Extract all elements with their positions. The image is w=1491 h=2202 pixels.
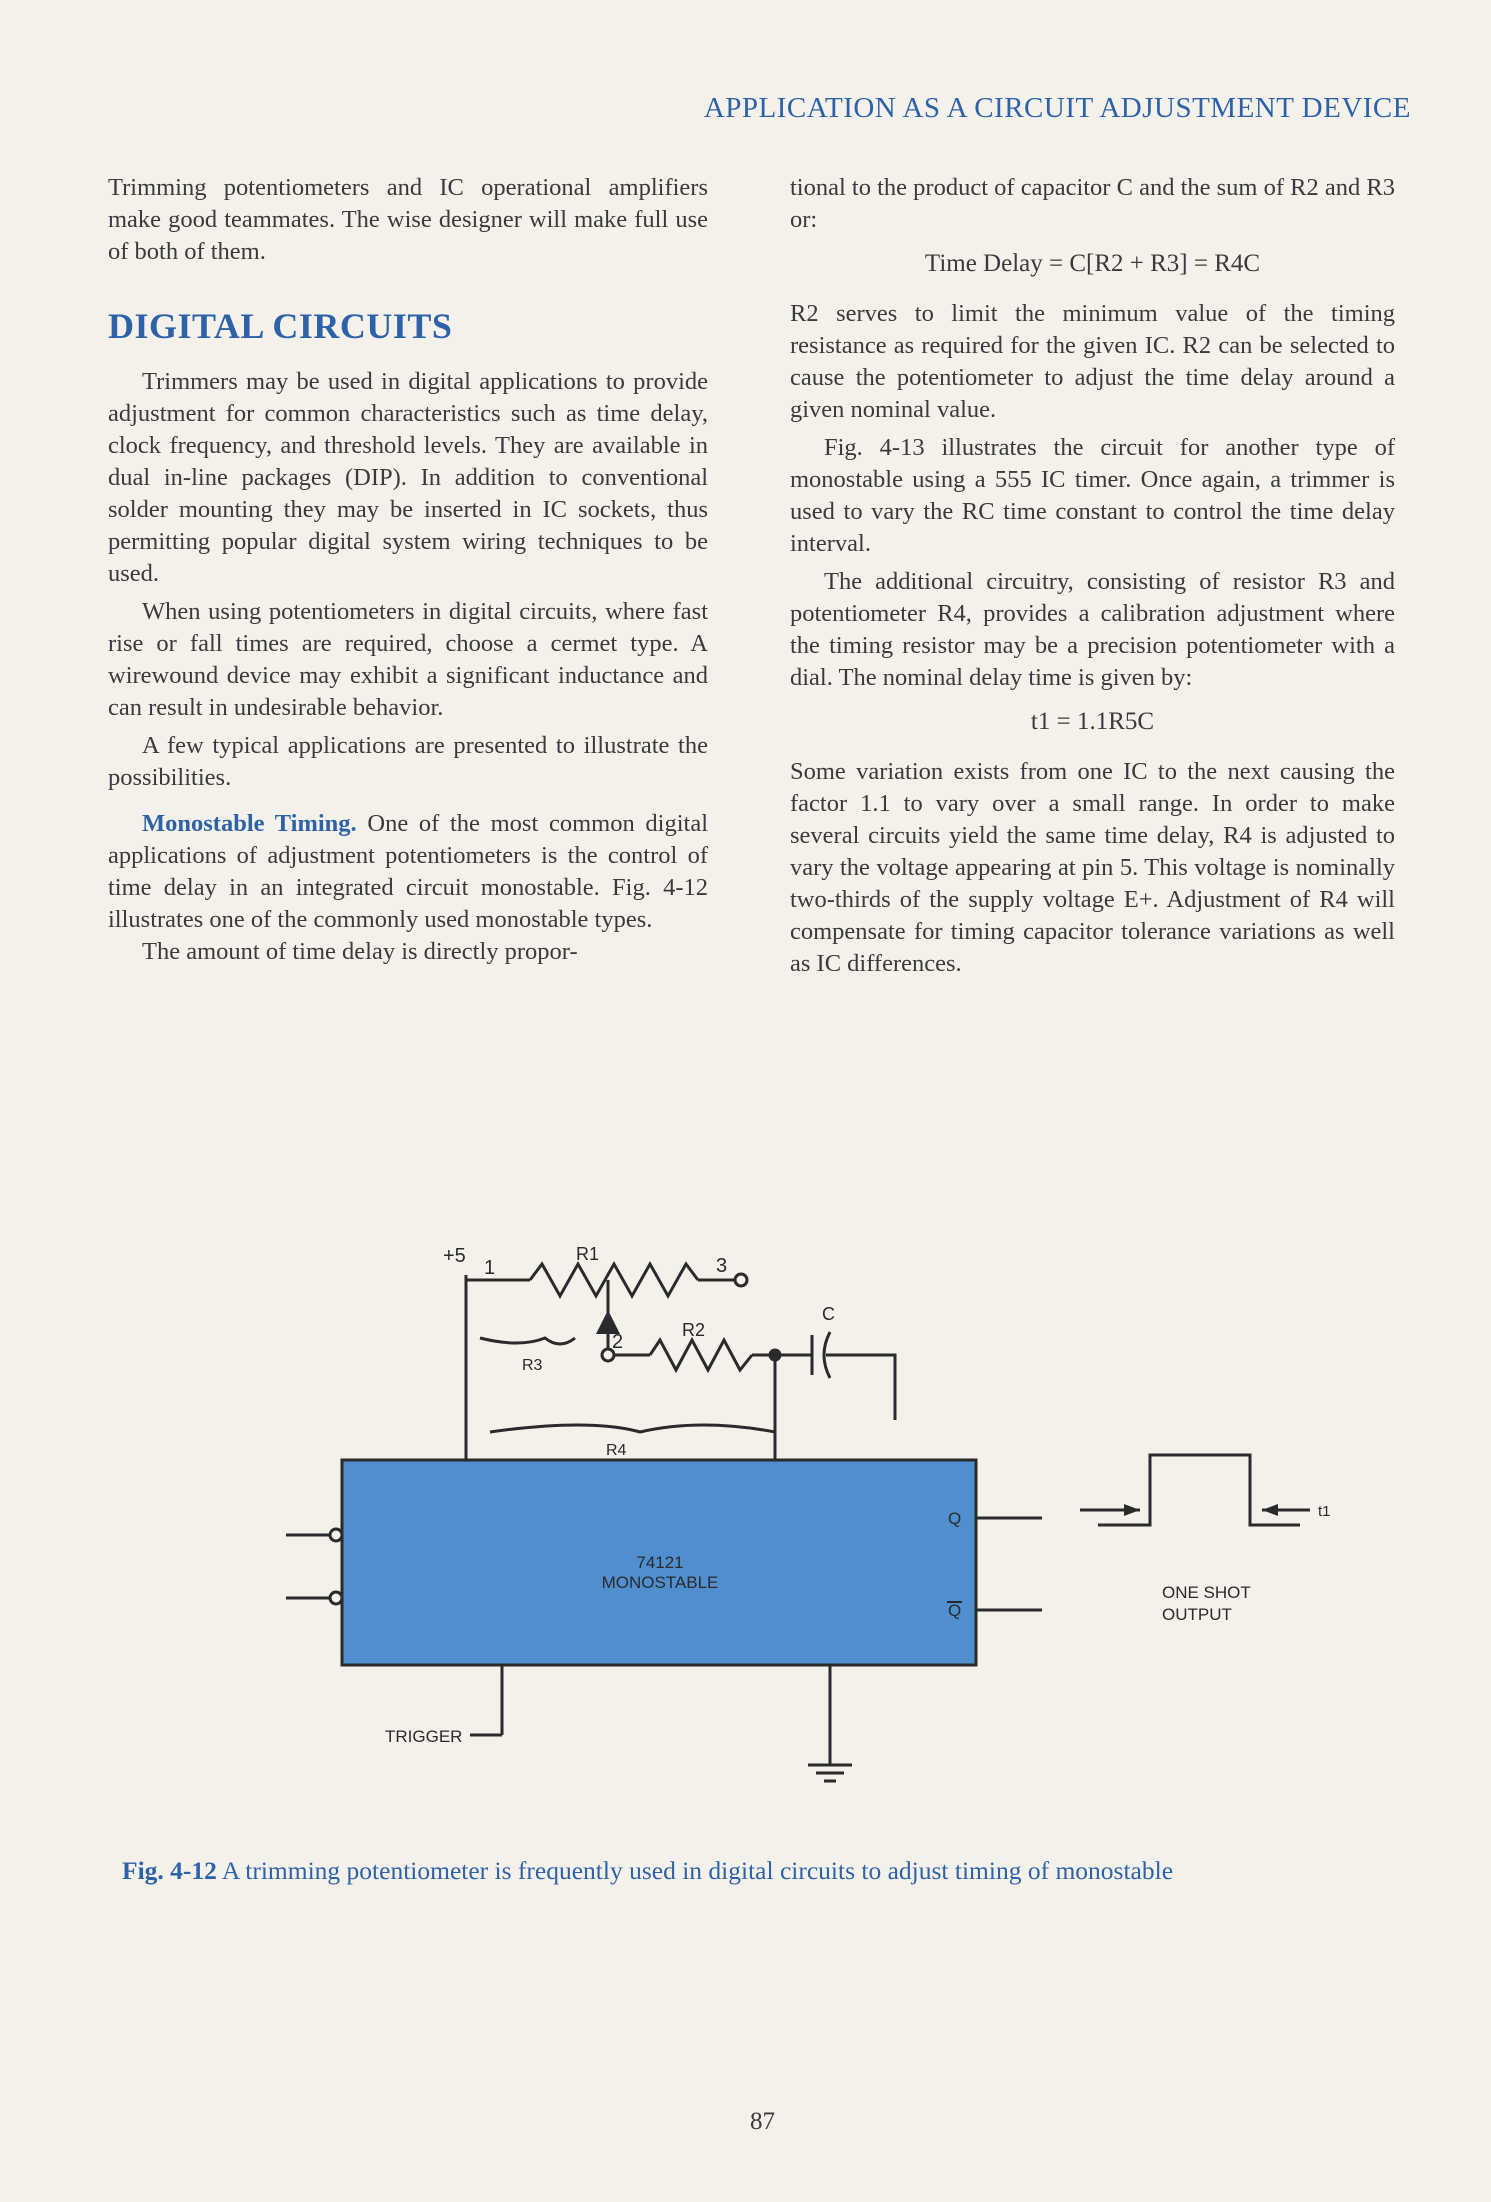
chip-label-name: MONOSTABLE — [601, 1573, 719, 1592]
caption-label: Fig. 4-12 — [122, 1856, 217, 1885]
trigger-label: TRIGGER — [385, 1727, 463, 1746]
r3-label: R3 — [522, 1357, 543, 1374]
paragraph: The additional circuitry, consisting of resistor R3 and potentiometer R4, provides a calibration adjustment where the timing resistor may be a precision potentiometer with a dial. The nominal delay time is given by: — [790, 568, 1395, 691]
paragraph: A few typical applications are presented to illustrate the possibilities. — [108, 732, 708, 791]
paragraph — [108, 808, 708, 936]
circuit-diagram — [0, 1220, 1491, 1840]
section-heading: DIGITAL CIRCUITS — [108, 306, 453, 346]
paragraph: Some variation exists from one IC to the next causing the factor 1.1 to vary over a small range. In order to make several circuits yield the same time delay, R4 is adjusted to vary the voltage appearing at pin 5. This voltage is nominally two-thirds of the supply voltage E+. Adjustment of R4 will compensate for timing capacitor tolerance variations as well as IC differences. — [790, 758, 1395, 977]
output-label-line1: ONE SHOT — [1162, 1583, 1251, 1602]
paragraph-text: One of the most common digital applications of adjustment potentiometers is the control of time delay in an integrated circuit monostable. Fig. 4-12 illustrates one of the commonly used monostable types. — [108, 810, 708, 933]
r1-label: R1 — [576, 1244, 600, 1264]
paragraph: When using potentiometers in digital circuits, where fast rise or fall times are required, choose a cermet type. A wirewound device may exhibit a significant inductance and can result in undesirable behavior. — [108, 598, 708, 721]
left-column — [108, 172, 708, 968]
q-output-label: Q — [948, 1509, 962, 1528]
pin3-label: 3 — [716, 1255, 728, 1277]
paragraph: Trimmers may be used in digital applications to provide adjustment for common characteristics such as time delay, clock frequency, and threshold levels. They are available in dual in-line packages (DIP). In addition to conventional solder mounting they may be inserted in IC sockets, thus permitting popular digital system wiring techniques to be used. — [108, 368, 708, 587]
t1-label: t1 — [1318, 1503, 1331, 1520]
pin2-label: 2 — [612, 1331, 624, 1353]
right-column — [790, 172, 1395, 980]
equation: t1 = 1.1R5C — [1030, 708, 1155, 735]
supply-label: +5 — [443, 1245, 466, 1267]
paragraph: The amount of time delay is directly propor- — [142, 938, 578, 965]
paragraph: R2 serves to limit the minimum value of the timing resistance as required for the given IC. R2 can be selected to cause the potentiometer to adjust the time delay around a given nominal value. — [790, 300, 1395, 423]
page-number: 87 — [750, 2108, 775, 2135]
capacitor-label: C — [822, 1304, 835, 1324]
running-header: APPLICATION AS A CIRCUIT ADJUSTMENT DEVICE — [703, 92, 1411, 124]
r2-label: R2 — [682, 1320, 706, 1340]
equation: Time Delay = C[R2 + R3] = R4C — [924, 250, 1261, 277]
q-bar-output-label: Q — [948, 1601, 962, 1620]
chip-label-part: 74121 — [636, 1553, 684, 1572]
figure-caption — [122, 1856, 1402, 1886]
output-label-line2: OUTPUT — [1162, 1605, 1232, 1624]
caption-text: A trimming potentiometer is frequently used in digital circuits to adjust timing of monostable — [216, 1856, 1174, 1885]
r4-label: R4 — [606, 1442, 627, 1459]
paragraph: tional to the product of capacitor C and the sum of R2 and R3 or: — [790, 174, 1395, 233]
paragraph: Fig. 4-13 illustrates the circuit for another type of monostable using a 555 IC timer. Once again, a trimmer is used to vary the RC time constant to control the time delay interval. — [790, 434, 1395, 557]
run-in-heading: Monostable Timing. — [142, 810, 357, 837]
intro-paragraph: Trimming potentiometers and IC operational amplifiers make good teammates. The wise designer will make full use of both of them. — [108, 174, 708, 265]
pin1-label: 1 — [484, 1257, 496, 1279]
